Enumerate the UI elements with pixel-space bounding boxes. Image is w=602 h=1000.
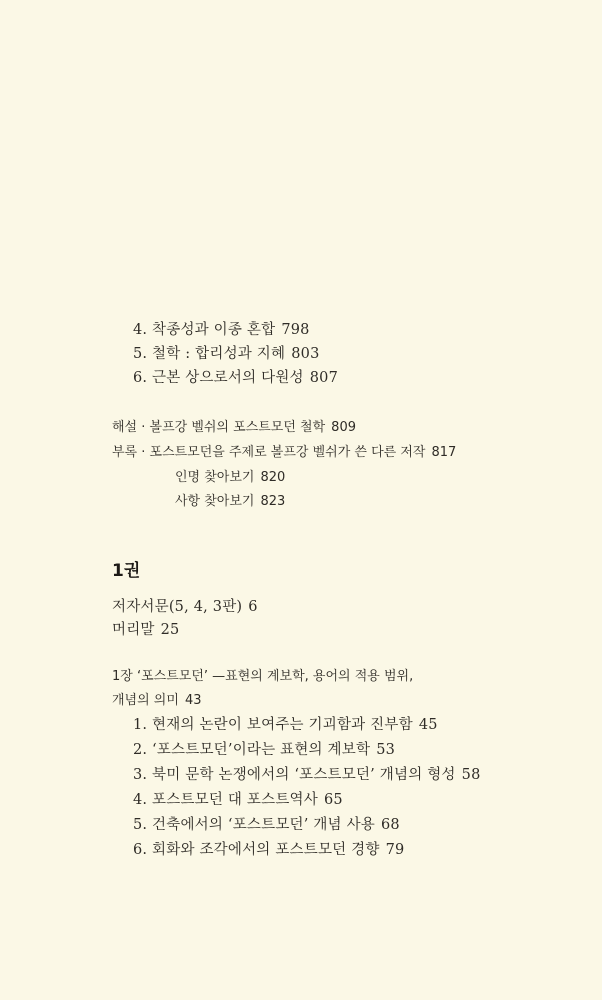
toc-entry-page: 803	[291, 346, 320, 362]
toc-entry-label: 1. 현재의 논란이 보여주는 기괴함과 진부함	[133, 717, 413, 733]
toc-entry	[133, 816, 400, 834]
toc-entry	[112, 621, 179, 639]
chapter-title: 1장 ‘포스트모던’ —표현의 계보학, 용어의 적용 범위,	[112, 669, 414, 684]
toc-entry	[133, 369, 338, 387]
chapter-title-label: 개념의 의미	[112, 693, 179, 708]
toc-entry	[133, 321, 310, 339]
toc-entry-label: 6. 회화와 조각에서의 포스트모던 경향	[133, 842, 380, 858]
toc-entry-label: 3. 북미 문학 논쟁에서의 ‘포스트모던’ 개념의 형성	[133, 767, 456, 783]
toc-entry	[133, 741, 395, 759]
toc-entry	[133, 766, 481, 784]
toc-entry-page: 807	[309, 370, 339, 386]
toc-entry	[112, 444, 456, 462]
toc-entry-label: 5. 건축에서의 ‘포스트모던’ 개념 사용	[133, 817, 375, 833]
toc-entry	[112, 598, 258, 616]
toc-entry-page: 809	[331, 420, 356, 435]
toc-entry-label: 저자서문(5, 4, 3판)	[112, 599, 243, 615]
toc-entry-page: 68	[381, 817, 400, 833]
toc-entry-page: 65	[323, 792, 343, 808]
toc-entry-label: 머리말	[112, 622, 155, 638]
toc-entry-page: 53	[376, 742, 396, 758]
toc-entry	[133, 716, 438, 734]
toc-entry-label: 5. 철학 : 합리성과 지혜	[133, 346, 286, 362]
toc-entry	[175, 493, 285, 511]
toc-entry-label: 4. 포스트모던 대 포스트역사	[133, 792, 318, 808]
toc-entry	[133, 345, 320, 363]
toc-entry-page: 823	[260, 494, 286, 509]
chapter-title-cont	[112, 692, 201, 710]
toc-entry	[133, 841, 404, 859]
toc-entry-page: 25	[160, 622, 180, 638]
toc-entry-label: 4. 착종성과 이종 혼합	[133, 322, 276, 338]
toc-entry-label: 사항 찾아보기	[175, 494, 255, 509]
toc-entry-label: 6. 근본 상으로서의 다원성	[133, 370, 304, 386]
toc-entry-label: 인명 찾아보기	[175, 470, 255, 485]
toc-entry-label: 2. ‘포스트모던’이라는 표현의 계보학	[133, 742, 371, 758]
toc-entry-page: 820	[260, 470, 286, 485]
toc-entry-page: 798	[281, 322, 310, 338]
toc-entry	[175, 469, 285, 487]
toc-entry-page: 6	[248, 599, 258, 615]
toc-entry	[133, 791, 343, 809]
toc-entry-page: 43	[184, 693, 202, 708]
toc-entry	[112, 419, 356, 437]
toc-entry-label: 해설 · 볼프강 벨쉬의 포스트모던 철학	[112, 420, 326, 435]
toc-entry-label: 부록 · 포스트모던을 주제로 볼프강 벨쉬가 쓴 다른 저작	[112, 445, 426, 460]
toc-entry-page: 45	[418, 717, 438, 733]
toc-entry-page: 817	[431, 445, 457, 460]
toc-entry-page: 79	[385, 842, 405, 858]
volume-heading: 1권	[112, 561, 141, 581]
toc-entry-page: 58	[461, 767, 481, 783]
